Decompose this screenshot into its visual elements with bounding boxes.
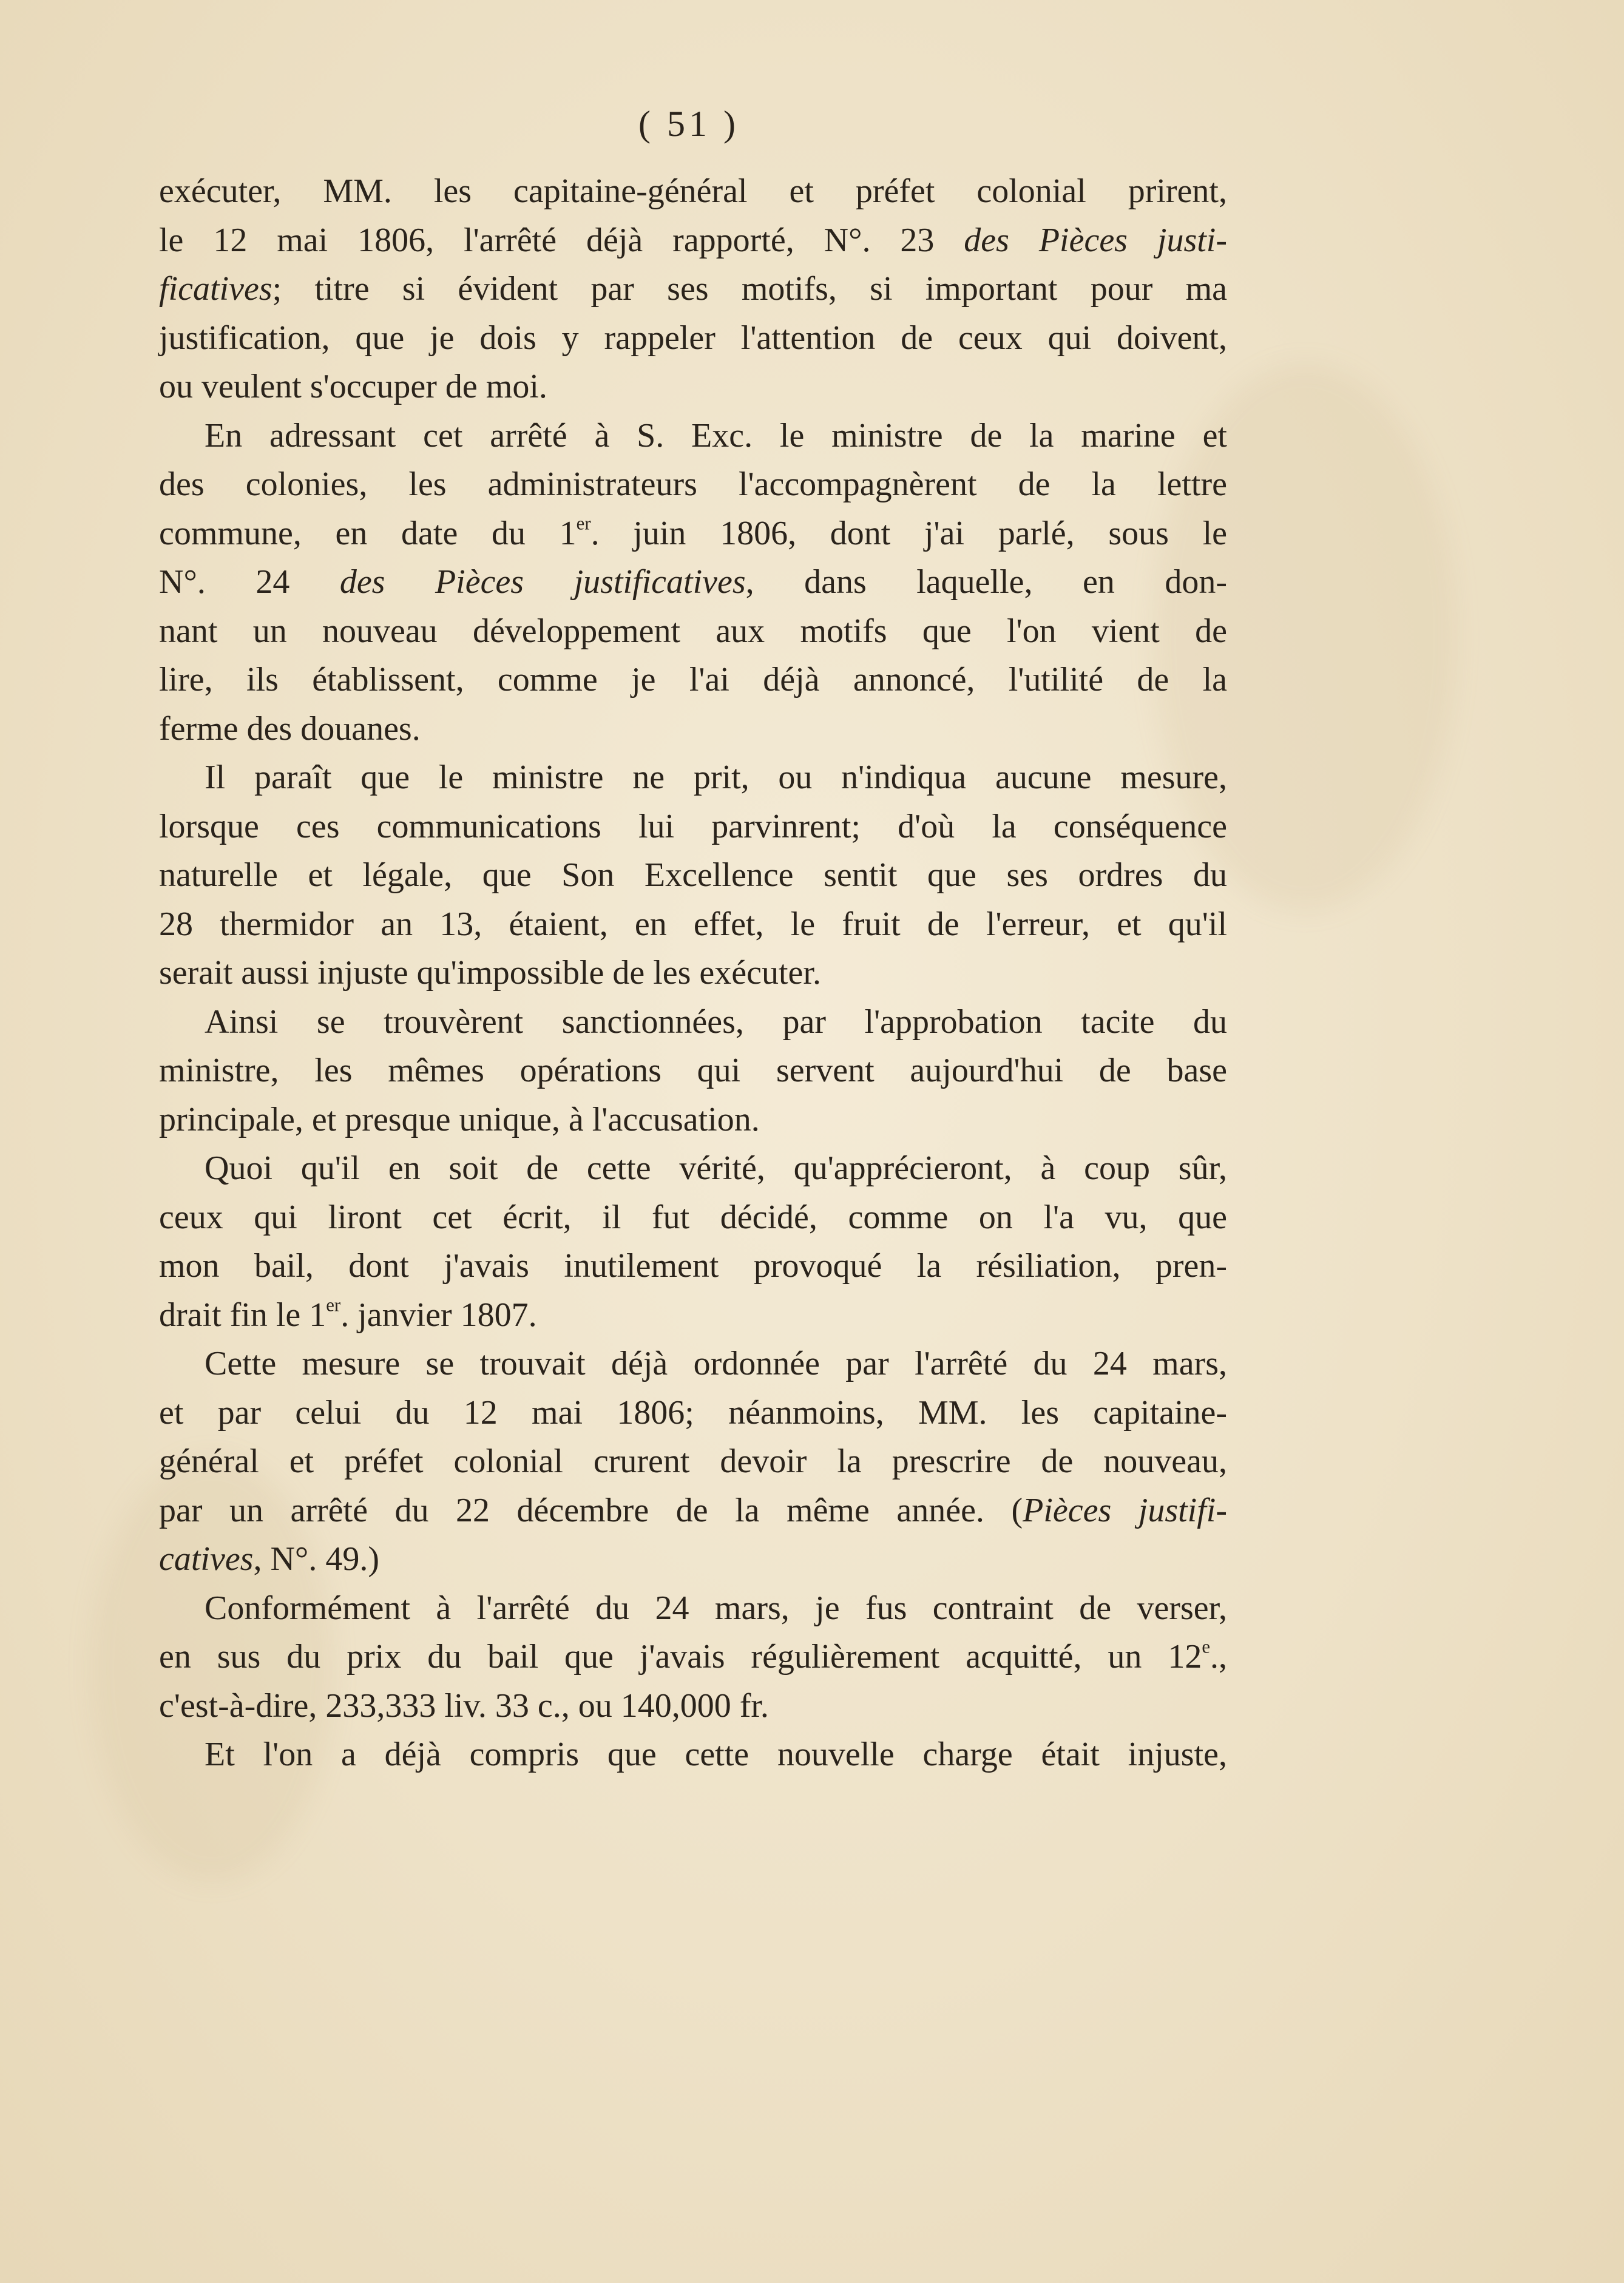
text-line: ceux qui liront cet écrit, il fut décidé, comme on l'a vu, que [159,1198,1227,1236]
text-line: en sus du prix du bail que j'avais régulièrement acquitté, un 12e., [159,1636,1227,1676]
text-line: ferme des douanes. [159,709,421,748]
text-line: commune, en date du 1er. juin 1806, dont j'ai parlé, sous le [159,512,1228,552]
text-line: drait fin le 1er. janvier 1807. [159,1294,537,1334]
text-line: lire, ils établissent, comme je l'ai déjà annoncé, l'utilité de la [159,661,1227,698]
text-line: le 12 mai 1806, l'arrêté déjà rapporté, N°. 23 des Pièces justi- [159,221,1227,259]
text-line: par un arrêté du 22 décembre de la même année. (Pièces justifi- [159,1491,1227,1529]
text-line: mon bail, dont j'avais inutilement provoqué la résiliation, pren- [159,1247,1227,1285]
text-line: ou veulent s'occuper de moi. [159,368,547,405]
text-line: ficatives; titre si évident par ses motifs, si important pour ma [159,270,1227,308]
text-line: lorsque ces communications lui parvinrent; d'où la conséquence [159,807,1227,845]
text-line: catives, N°. 49.) [159,1540,379,1578]
text-line: ministre, les mêmes opérations qui servent aujourd'hui de base [159,1052,1227,1089]
text-line: des colonies, les administrateurs l'accompagnèrent de la lettre [159,465,1227,503]
text-line: principale, et presque unique, à l'accusation. [159,1100,760,1138]
text-line: et par celui du 12 mai 1806; néanmoins, MM. les capitaine- [159,1393,1227,1432]
text-line: Et l'on a déjà compris que cette nouvelle charge était injuste, [205,1736,1227,1773]
text-line: En adressant cet arrêté à S. Exc. le ministre de la marine et [205,416,1227,455]
text-line: naturelle et légale, que Son Excellence sentit que ses ordres du [159,856,1227,894]
text-line: général et préfet colonial crurent devoir la prescrire de nouveau, [159,1443,1227,1480]
page-number: ( 51 ) [638,104,739,144]
text-line: Conformément à l'arrêté du 24 mars, je fus contraint de verser, [205,1589,1227,1627]
text-line: Ainsi se trouvèrent sanctionnées, par l'approbation tacite du [205,1003,1227,1041]
text-line: exécuter, MM. les capitaine-général et préfet colonial prirent, [159,172,1227,210]
text-line: Il paraît que le ministre ne prit, ou n'indiqua aucune mesure, [205,759,1227,796]
text-line: nant un nouveau développement aux motifs que l'on vient de [159,612,1227,650]
text-line: N°. 24 des Pièces justificatives, dans laquelle, en don- [159,563,1227,601]
text-line: 28 thermidor an 13, étaient, en effet, le fruit de l'erreur, et qu'il [159,905,1227,943]
text-line: Cette mesure se trouvait déjà ordonnée par l'arrêté du 24 mars, [205,1345,1227,1382]
body-text [159,167,1227,1779]
text-line: justification, que je dois y rappeler l'attention de ceux qui doivent, [159,319,1227,357]
text-line: c'est-à-dire, 233,333 liv. 33 c., ou 140,000 fr. [159,1686,769,1725]
text-line: Quoi qu'il en soit de cette vérité, qu'apprécieront, à coup sûr, [205,1149,1227,1187]
text-line: serait aussi injuste qu'impossible de les exécuter. [159,954,821,992]
